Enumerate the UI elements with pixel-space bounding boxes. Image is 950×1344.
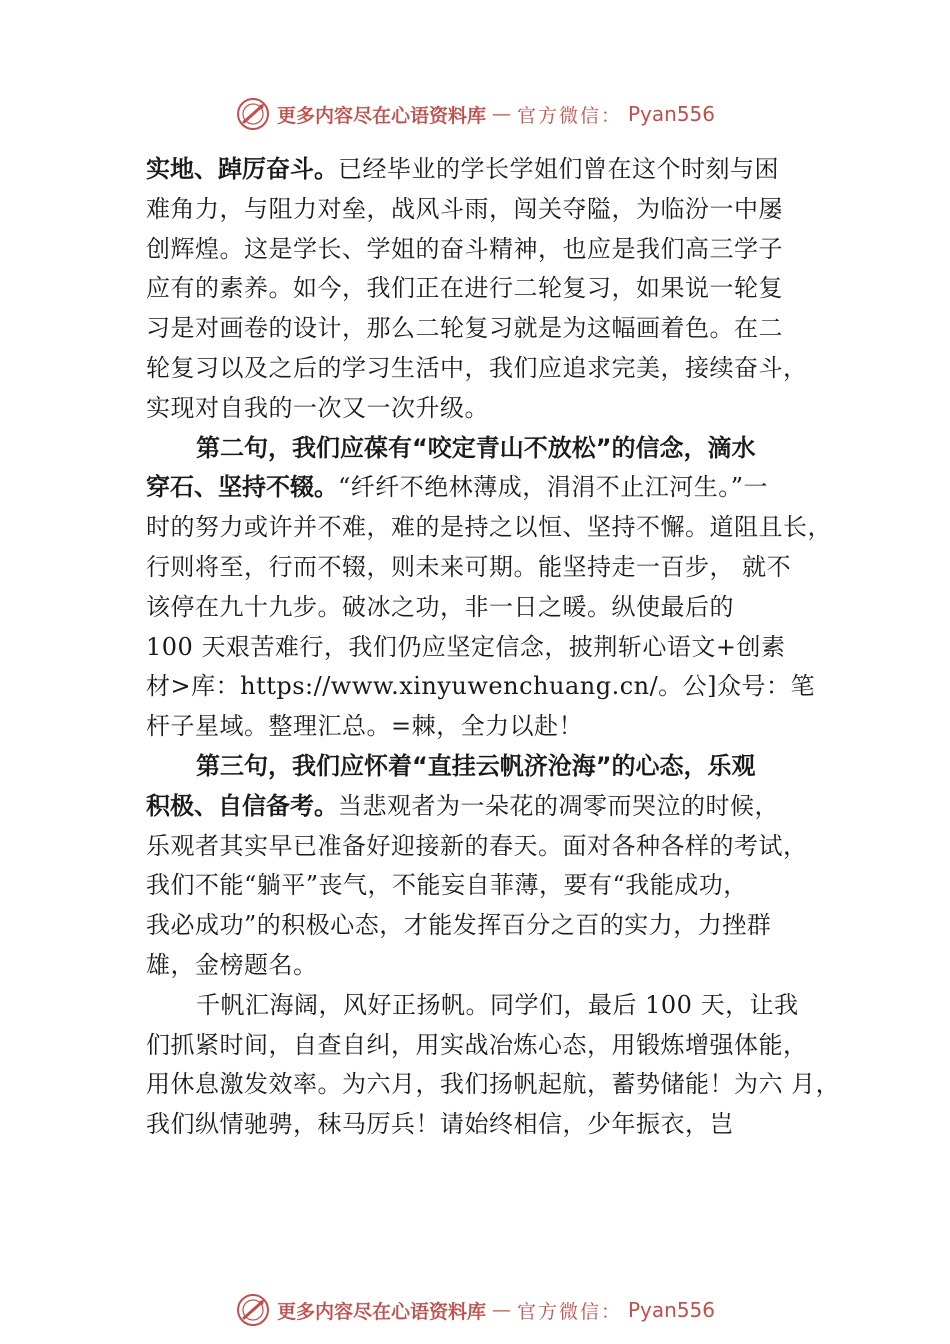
text-line: 们抓紧时间，自查自纠，用实战冶炼心态，用锻炼增强体能， bbox=[146, 1030, 808, 1059]
text-line: 时的努力或许并不难，难的是持之以恒、坚持不懈。道阻且长， bbox=[146, 513, 832, 542]
bold-phrase: 第二句，我们应葆有“咬定青山不放松”的信念，滴水 bbox=[196, 433, 756, 462]
text-line: 应有的素养。如今，我们正在进行二轮复习，如果说一轮复 bbox=[146, 274, 783, 303]
bold-phrase: 第三句，我们应怀着“直挂云帆济沧海”的心态，乐观 bbox=[196, 751, 756, 780]
text-line: 100 天艰苦难行，我们仍应坚定信念，披荆斩心语文+创素 bbox=[146, 632, 786, 661]
text-line: 创辉煌。这是学长、学姐的奋斗精神，也应是我们高三学子 bbox=[146, 234, 783, 263]
text-run: 当悲观者为一朵花的凋零而哭泣的时候， bbox=[338, 791, 779, 820]
text-line: 千帆汇海阔，风好正扬帆。同学们，最后 100 天，让我 bbox=[196, 990, 799, 1019]
text-line: 杆子星域。整理汇总。=棘，全力以赴！ bbox=[146, 712, 584, 741]
text-line: 行则将至，行而不辍，则未来可期。能坚持走一百步， 就不 bbox=[146, 552, 792, 581]
footer-banner-separator: — bbox=[491, 1299, 511, 1321]
text-line: 我们不能“躺平”丧气，不能妄自菲薄，要有“我能成功， bbox=[146, 871, 748, 900]
footer-banner-wechat-id: Pyan556 bbox=[628, 1298, 716, 1322]
text-run: “纤纤不绝林薄成，涓涓不止江河生。”一 bbox=[338, 473, 769, 502]
brand-logo-icon bbox=[235, 1292, 271, 1328]
text-line: 雄，金榜题名。 bbox=[146, 950, 318, 979]
header-banner-title: 更多内容尽在心语资料库 bbox=[276, 104, 486, 127]
text-line: 难角力，与阻力对垒，战风斗雨，闯关夺隘，为临汾一中屡 bbox=[146, 194, 783, 223]
text-line bbox=[146, 468, 836, 508]
text-line bbox=[146, 150, 836, 190]
text-line: 实现对自我的一次又一次升级。 bbox=[146, 393, 489, 422]
text-run: 已经毕业的学长学姐们曾在这个时刻与困 bbox=[338, 155, 779, 183]
paragraph-4 bbox=[146, 986, 841, 1145]
text-line: 我必成功”的积极心态，才能发挥百分之百的实力，力挫群 bbox=[146, 911, 772, 940]
paragraph-3 bbox=[146, 747, 836, 986]
header-banner bbox=[0, 94, 950, 134]
paragraph-1 bbox=[146, 150, 836, 429]
brand-logo-icon bbox=[235, 96, 271, 132]
text-line bbox=[146, 787, 836, 827]
text-line: 我们纵情驰骋，秣马厉兵！请始终相信，少年振衣，岂 bbox=[146, 1110, 734, 1139]
text-line bbox=[146, 429, 836, 469]
bold-phrase: 积极、自信备考。 bbox=[146, 791, 338, 820]
text-line: 乐观者其实早已准备好迎接新的春天。面对各种各样的考试， bbox=[146, 831, 808, 860]
text-line bbox=[146, 747, 836, 787]
text-line: 用休息激发效率。为六月，我们扬帆起航，蓄势储能！为六 月， bbox=[146, 1070, 841, 1099]
text-line: 轮复习以及之后的学习生活中，我们应追求完美，接续奋斗， bbox=[146, 353, 808, 382]
header-banner-separator: — bbox=[491, 103, 511, 125]
bold-phrase: 穿石、坚持不辍。 bbox=[146, 473, 338, 502]
footer-banner-wechat-label: 官方微信： bbox=[516, 1300, 622, 1323]
paragraph-2 bbox=[146, 429, 836, 747]
text-line: 该停在九十九步。破冰之功，非一日之暖。纵使最后的 bbox=[146, 592, 734, 621]
bold-phrase: 实地、踔厉奋斗。 bbox=[146, 155, 338, 183]
header-banner-wechat-id: Pyan556 bbox=[628, 102, 716, 126]
text-line: 材>库：https://www.xinyuwenchuang.cn/。公]众号：笔 bbox=[146, 672, 816, 701]
header-banner-wechat-label: 官方微信： bbox=[516, 104, 622, 127]
text-line: 习是对画卷的设计，那么二轮复习就是为这幅画着色。在二 bbox=[146, 314, 783, 343]
document-body bbox=[146, 150, 841, 1145]
footer-banner bbox=[0, 1290, 950, 1330]
footer-banner-title: 更多内容尽在心语资料库 bbox=[276, 1300, 486, 1323]
